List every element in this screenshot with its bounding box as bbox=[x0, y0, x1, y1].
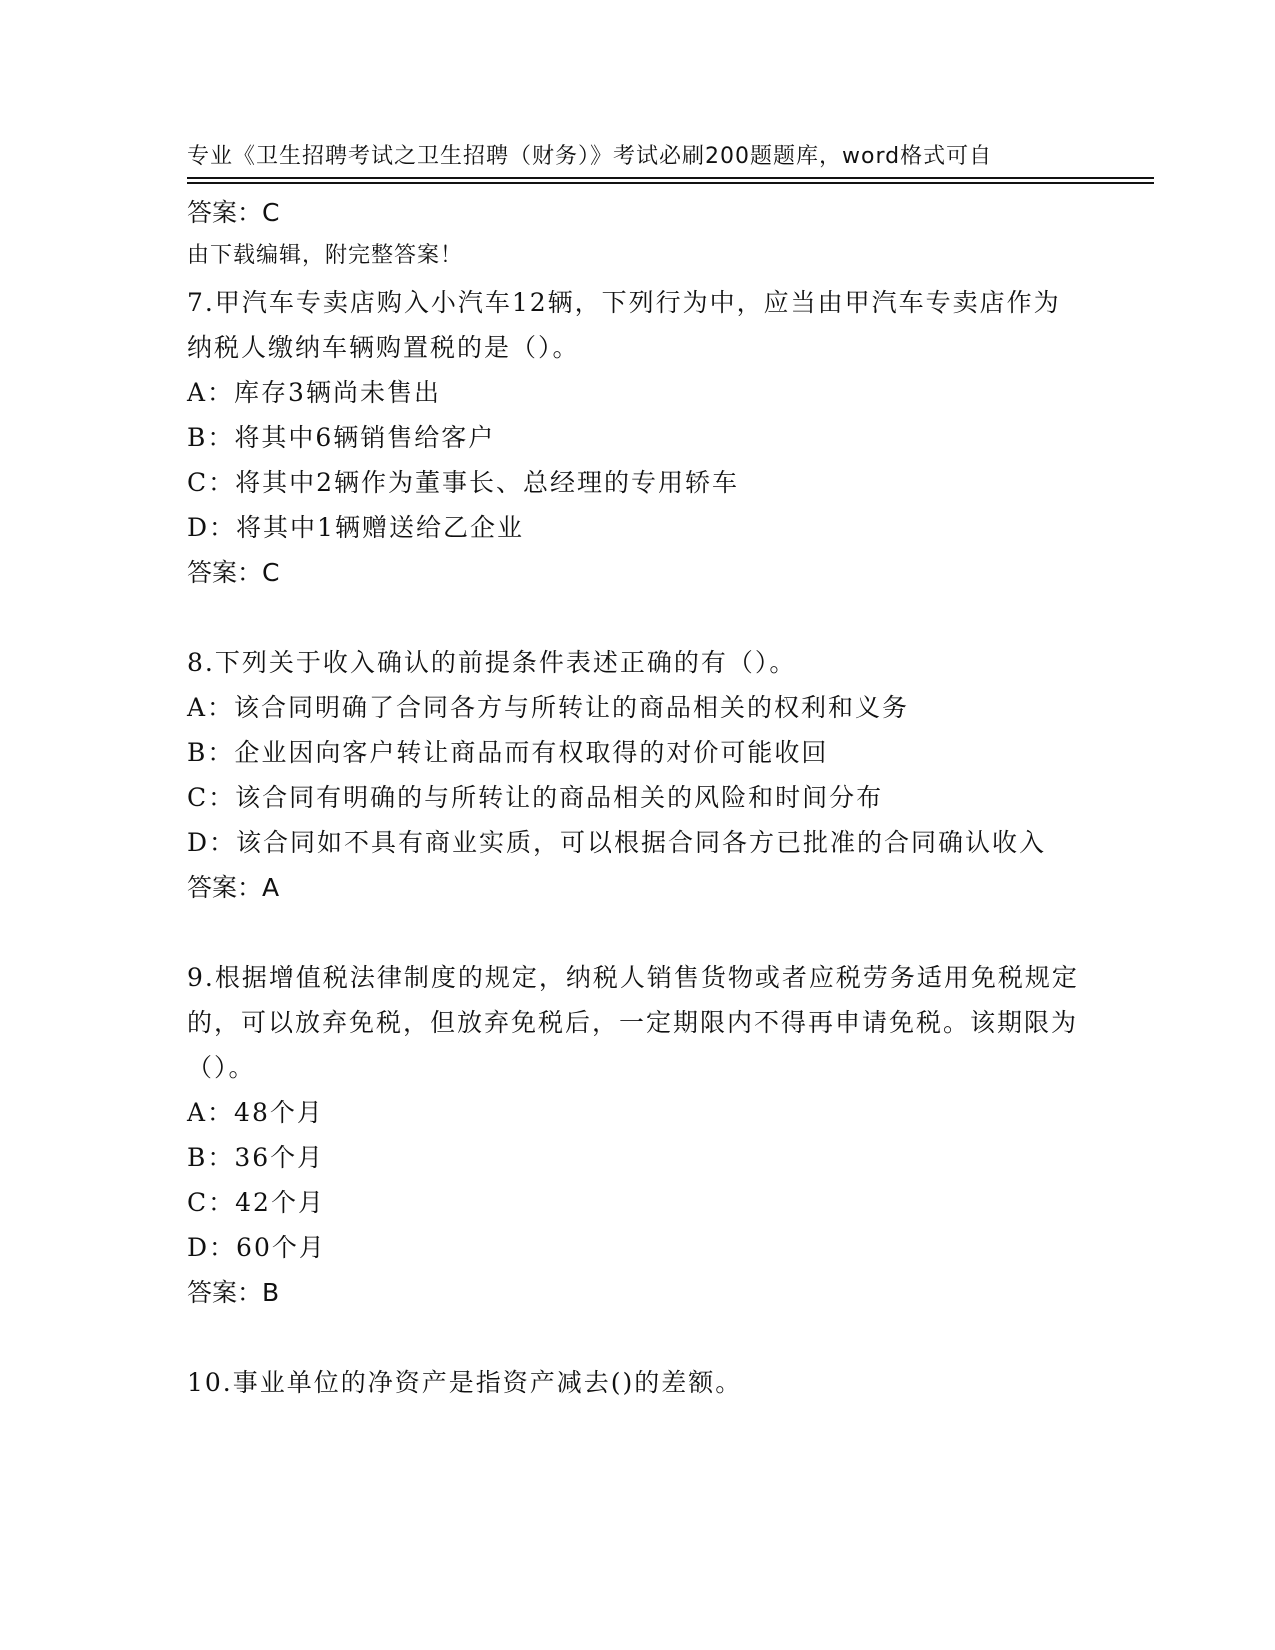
header-line-2: 由下载编辑，附完整答案！ bbox=[187, 243, 464, 268]
option-d: D：60个月 bbox=[187, 1233, 326, 1262]
option-c: C：将其中2辆作为董事长、总经理的专用轿车 bbox=[187, 468, 740, 497]
question-stem: 9.根据增值税法律制度的规定，纳税人销售货物或者应税劳务适用免税规定的，可以放弃免税，但放弃免税后，一定期限内不得再申请免税。该期限为（）。 bbox=[187, 963, 1079, 1082]
option-a: A：库存3辆尚未售出 bbox=[187, 378, 441, 407]
option-a: A：该合同明确了合同各方与所转让的商品相关的权利和义务 bbox=[187, 693, 910, 722]
option-d: D：将其中1辆赠送给乙企业 bbox=[187, 513, 524, 542]
option-c: C：该合同有明确的与所转让的商品相关的风险和时间分布 bbox=[187, 783, 884, 812]
question-list bbox=[187, 190, 1087, 1405]
header-rule-top bbox=[187, 177, 1154, 179]
answer-line: 答案：C bbox=[187, 558, 280, 587]
header-line-1: 专业《卫生招聘考试之卫生招聘（财务）》考试必刷200题题库，word格式可自 bbox=[187, 144, 993, 169]
header-rule-bottom bbox=[187, 182, 1154, 184]
option-c: C：42个月 bbox=[187, 1188, 325, 1217]
answer-line: 答案：C bbox=[187, 198, 280, 227]
answer-line: 答案：A bbox=[187, 873, 280, 902]
question-10 bbox=[187, 1360, 1087, 1405]
question-stem: 10.事业单位的净资产是指资产减去()的差额。 bbox=[187, 1368, 743, 1397]
question-9 bbox=[187, 955, 1087, 1315]
option-b: B：将其中6辆销售给客户 bbox=[187, 423, 496, 452]
option-b: B：36个月 bbox=[187, 1143, 325, 1172]
question-7 bbox=[187, 280, 1087, 595]
option-b: B：企业因向客户转让商品而有权取得的对价可能收回 bbox=[187, 738, 829, 767]
question-stem: 7.甲汽车专卖店购入小汽车12辆，下列行为中，应当由甲汽车专卖店作为纳税人缴纳车辆购置税的是（）。 bbox=[187, 288, 1061, 362]
question-8 bbox=[187, 640, 1087, 910]
answer-line: 答案：B bbox=[187, 1278, 280, 1307]
question-stem: 8.下列关于收入确认的前提条件表述正确的有（）。 bbox=[187, 648, 797, 677]
option-d: D：该合同如不具有商业实质，可以根据合同各方已批准的合同确认收入 bbox=[187, 828, 1047, 857]
option-a: A：48个月 bbox=[187, 1098, 324, 1127]
